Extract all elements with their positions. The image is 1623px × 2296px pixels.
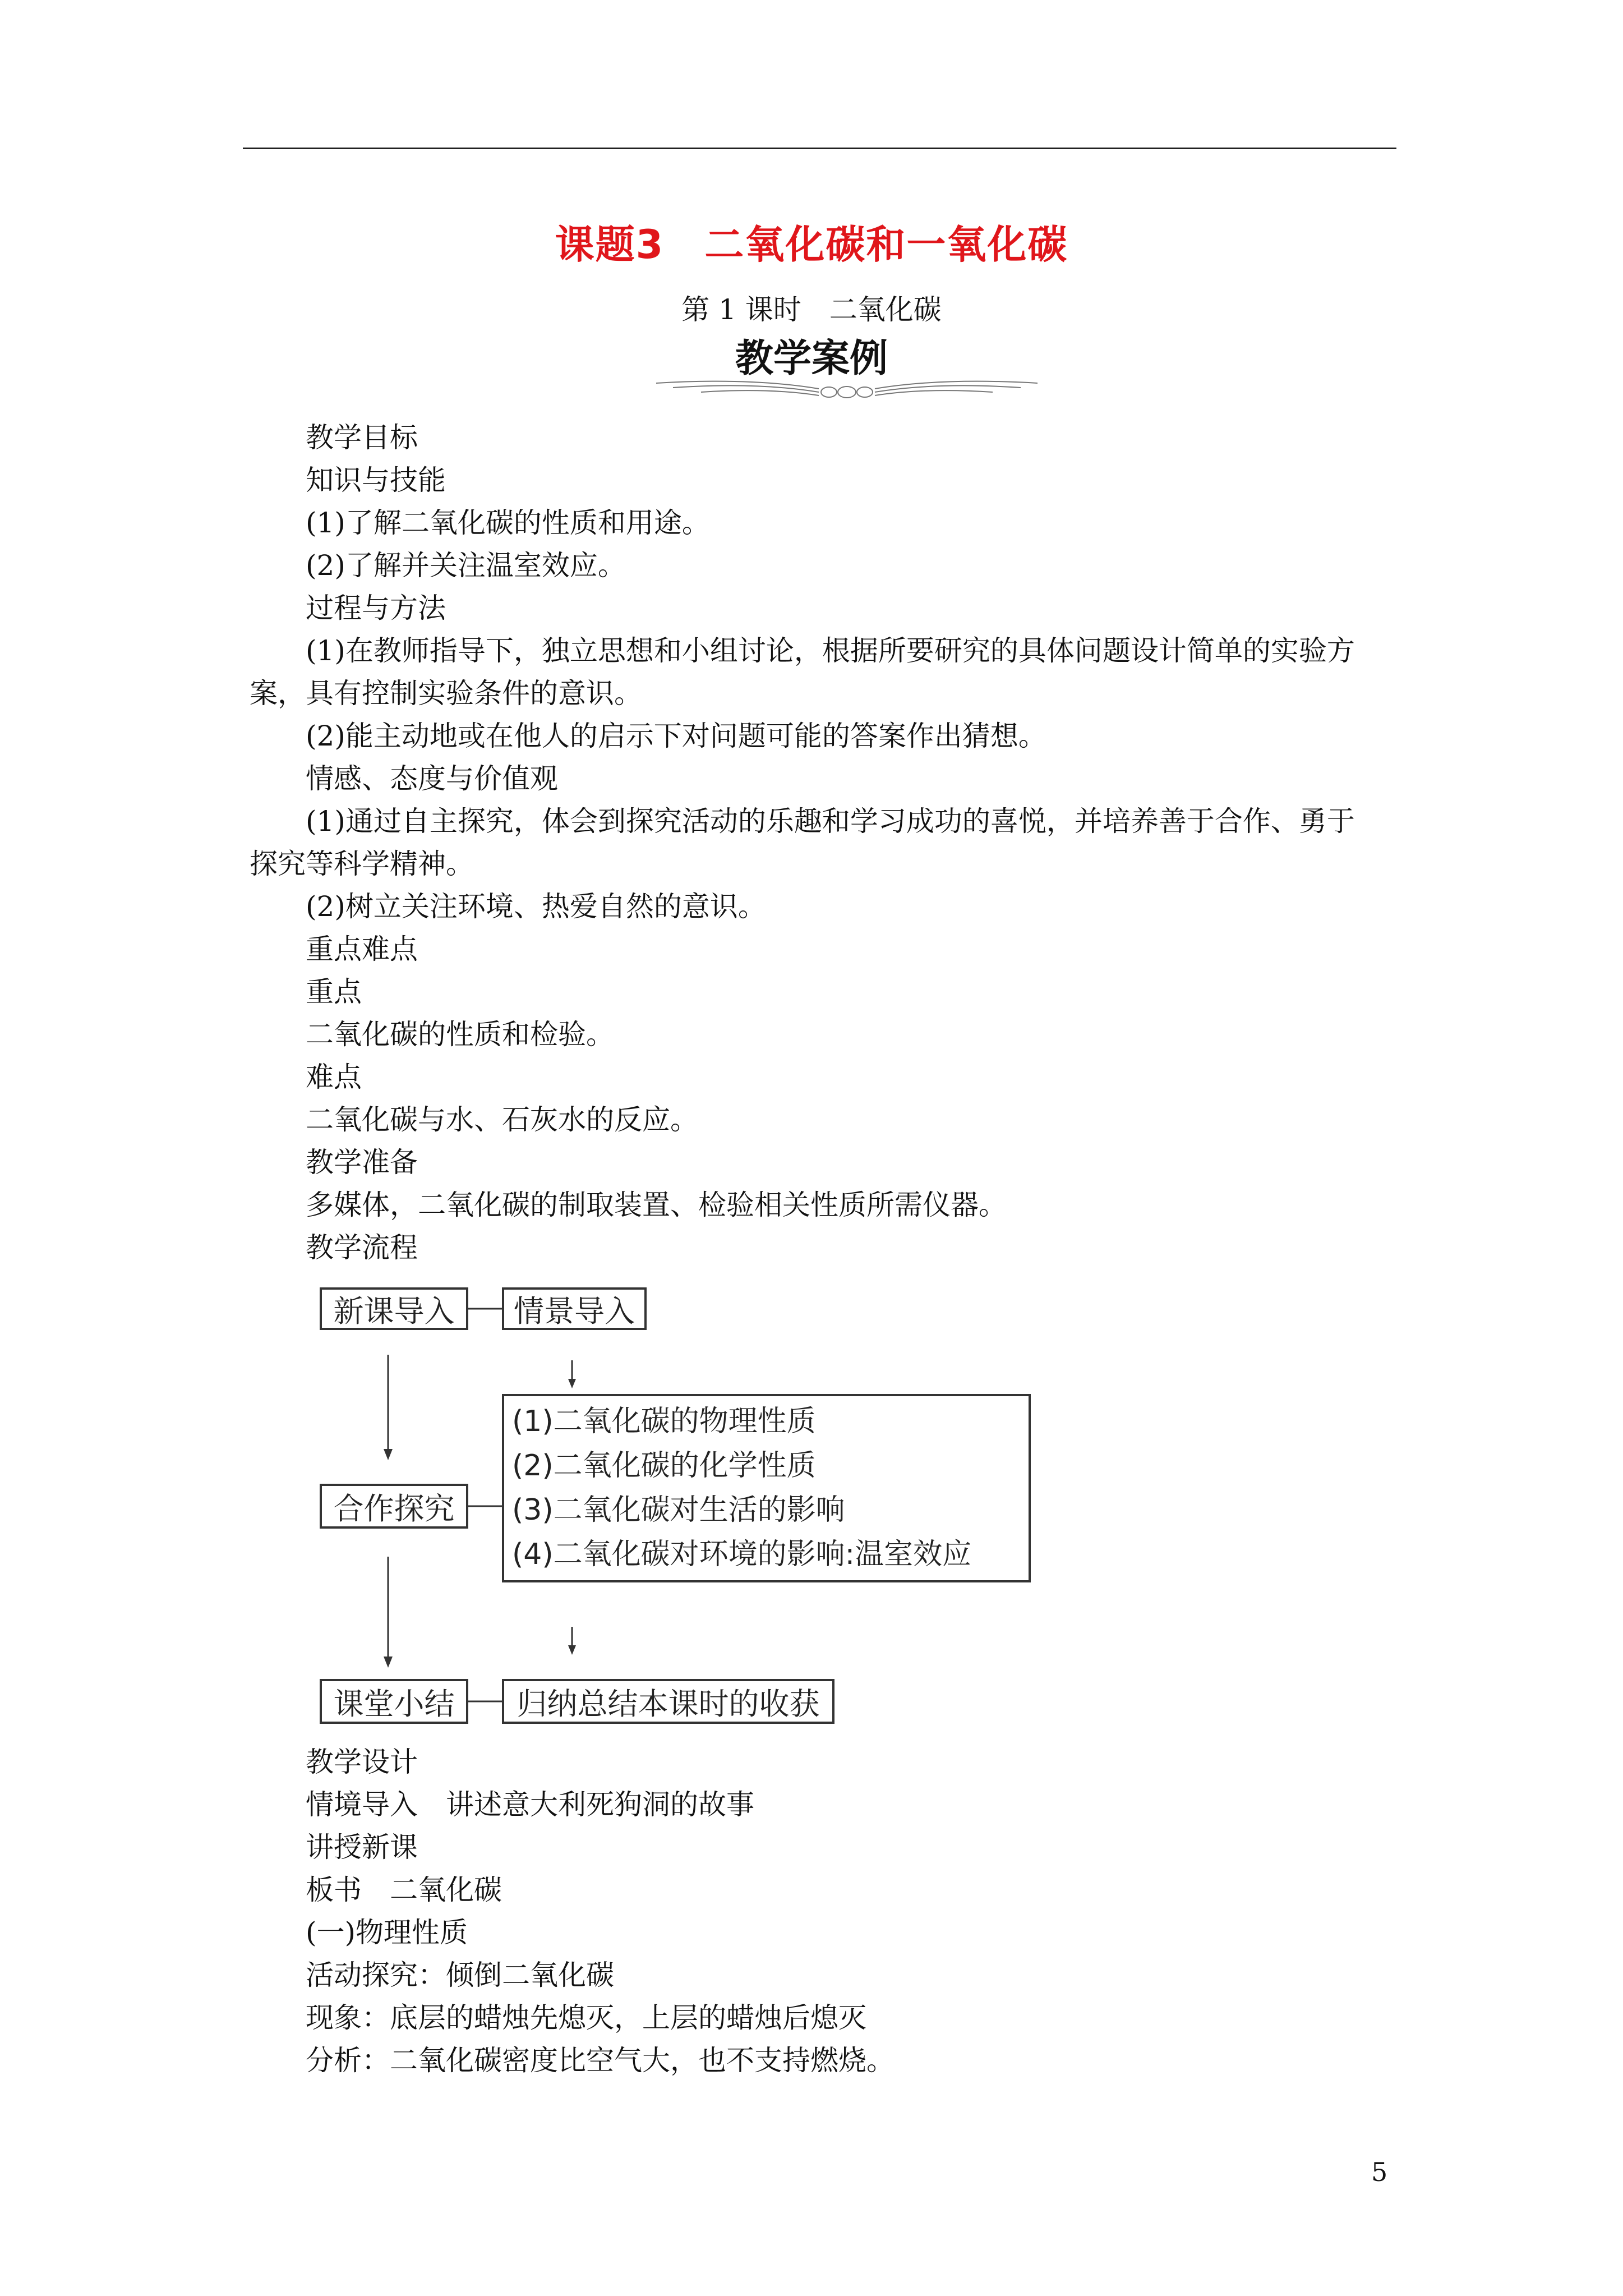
design-section	[306, 1741, 1399, 2082]
body-line: 教学流程	[306, 1231, 418, 1264]
body-line: 重点难点	[306, 933, 418, 965]
flow-box-summary: 课堂小结	[320, 1679, 468, 1724]
body-line: 讲授新课	[306, 1831, 418, 1864]
body-line: (2)了解并关注温室效应。	[306, 549, 626, 582]
body-line: (1)通过自主探究，体会到探究活动的乐趣和学习成功的喜悦，并培养善于合作、勇于	[306, 805, 1355, 838]
body-line: 知识与技能	[306, 464, 446, 496]
body-line: 二氧化碳的性质和检验。	[306, 1018, 614, 1051]
teaching-flowchart	[320, 1287, 1043, 1725]
body-line: (一)物理性质	[306, 1916, 468, 1949]
body-line: 现象：底层的蜡烛先熄灭，上层的蜡烛后熄灭	[306, 2001, 866, 2034]
body-line: 板书 二氧化碳	[306, 1874, 502, 1906]
body-line: (1)在教师指导下，独立思想和小组讨论，根据所要研究的具体问题设计简单的实验方	[306, 634, 1355, 667]
topic-item: (4)二氧化碳对环境的影响:温室效应	[512, 1538, 972, 1571]
body-line: 分析：二氧化碳密度比空气大，也不支持燃烧。	[306, 2044, 895, 2077]
body-line: 情感、态度与价值观	[306, 762, 558, 795]
flow-box-topics	[502, 1394, 1031, 1582]
body-line: 难点	[306, 1061, 362, 1093]
body-line: 教学设计	[306, 1746, 418, 1778]
flow-box-scenario: 情景导入	[502, 1287, 647, 1330]
body-line: 二氧化碳与水、石灰水的反应。	[306, 1103, 698, 1136]
section-banner: 教学案例	[735, 337, 888, 381]
body-line: 教学目标	[306, 421, 418, 454]
flow-box-conclusion: 归纳总结本课时的收获	[502, 1679, 834, 1724]
flow-box-intro: 新课导入	[320, 1287, 468, 1330]
page-number: 5	[1371, 2157, 1388, 2187]
body-line: 重点	[306, 976, 362, 1008]
body-line: 情境导入 讲述意大利死狗洞的故事	[306, 1788, 754, 1821]
flow-box-explore: 合作探究	[320, 1484, 468, 1529]
banner-ornament	[651, 373, 1043, 407]
body-line: (2)树立关注环境、热爱自然的意识。	[306, 890, 766, 923]
body-line: 活动探究：倾倒二氧化碳	[306, 1959, 614, 1991]
body-line: 过程与方法	[306, 592, 446, 624]
body-line: 多媒体，二氧化碳的制取装置、检验相关性质所需仪器。	[306, 1189, 1007, 1221]
body-line: 探究等科学精神。	[250, 848, 474, 880]
lesson-subtitle: 第 1 课时 二氧化碳	[681, 293, 942, 326]
topic-item: (3)二氧化碳对生活的影响	[512, 1493, 845, 1527]
body-line: (2)能主动地或在他人的启示下对问题可能的答案作出猜想。	[306, 720, 1046, 752]
topic-item: (2)二氧化碳的化学性质	[512, 1449, 816, 1483]
body-line: 案，具有控制实验条件的意识。	[250, 677, 642, 710]
body-line: (1)了解二氧化碳的性质和用途。	[306, 507, 710, 539]
body-line: 教学准备	[306, 1146, 418, 1179]
objectives-section	[250, 416, 1399, 1269]
header-rule	[243, 148, 1396, 149]
topic-item: (1)二氧化碳的物理性质	[512, 1405, 816, 1438]
page-title: 课题3 二氧化碳和一氧化碳	[555, 222, 1068, 268]
